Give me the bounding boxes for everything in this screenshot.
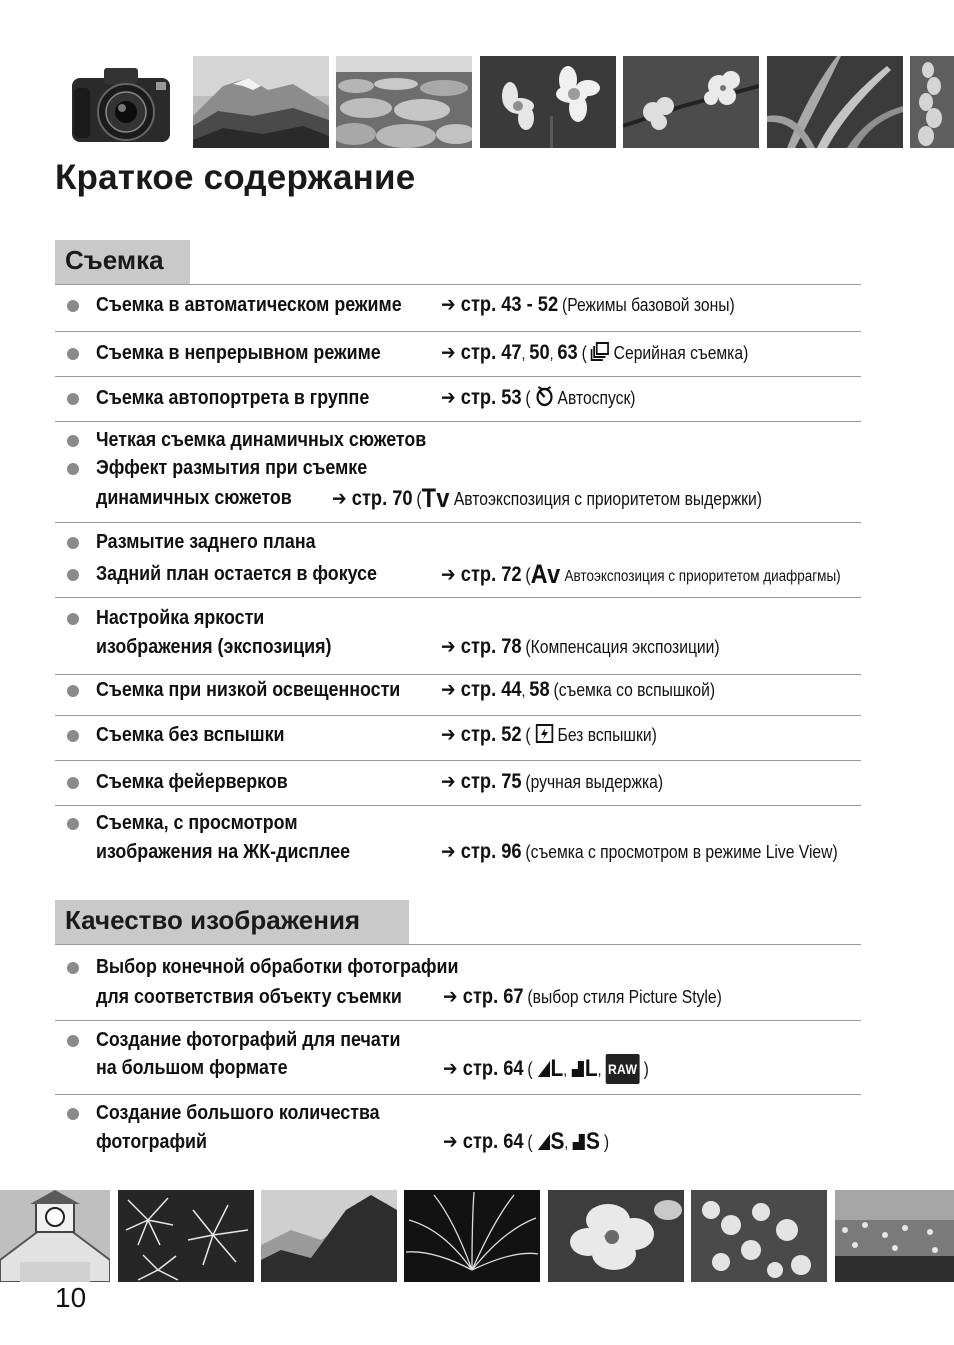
tv-mode-icon: Tv [421,483,450,513]
row-label: Настройка яркости [96,606,265,629]
bullet [67,962,79,974]
av-mode-icon: Av [530,559,561,589]
toc-row [55,806,861,876]
toc-row [55,761,861,806]
flower-photo [548,1190,684,1282]
camera-image [66,60,174,144]
page-reference[interactable]: ➔ стр. 78 (Компенсация экспозиции) [441,635,720,658]
row-label: Задний план остается в фокусе [96,562,377,585]
bullet [67,777,79,789]
page-reference[interactable]: ➔ стр. 75 (ручная выдержка) [441,770,664,793]
arrow-icon: ➔ [443,1131,458,1153]
bullet [67,300,79,312]
bullet [67,613,79,625]
row-label: на большом формате [96,1056,288,1079]
normal-quality-icon [572,1133,586,1151]
foxglove-photo [910,56,954,148]
clock-tower-photo [0,1190,110,1282]
bullet [67,685,79,697]
bullet [67,348,79,360]
fireworks-photo [404,1190,540,1282]
row-label: изображения (экспозиция) [96,635,332,658]
continuous-shooting-icon [591,342,610,362]
arrow-icon: ➔ [443,986,458,1008]
page-reference[interactable]: ➔ стр. 67 (выбор стиля Picture Style) [443,985,722,1008]
normal-quality-icon [571,1060,585,1078]
row-label: динамичных сюжетов [96,486,292,509]
toc-row [55,377,861,422]
arrow-icon: ➔ [441,294,456,316]
toc-row [55,285,861,332]
section-heading-image-quality: Качество изображения [55,900,409,944]
row-label: Создание фотографий для печати [96,1028,401,1051]
page-reference[interactable]: ➔ стр. 96 (съемка с просмотром в режиме Live View) [441,840,838,863]
toc-row [55,675,861,716]
arrow-icon: ➔ [441,564,456,586]
bullet [67,435,79,447]
arrow-icon: ➔ [441,841,456,863]
row-label: Выбор конечной обработки фотографии [96,955,459,978]
blossom-photo [623,56,759,148]
row-label: изображения на ЖК-дисплее [96,840,351,863]
page-reference[interactable]: ➔ стр. 64 ( L, L, RAW ) [443,1055,649,1082]
toc-row [55,523,861,598]
fine-quality-icon [537,1060,551,1078]
row-label: Съемка без вспышки [96,723,285,746]
mountain-range-photo [261,1190,397,1282]
row-label: для соответствия объекту съемки [96,985,402,1008]
page-reference[interactable]: ➔ стр. 44, 58 (съемка со вспышкой) [441,678,716,701]
toc-row [55,1095,861,1165]
row-label: Эффект размытия при съемке [96,456,368,479]
page-title: Краткое содержание [55,158,416,197]
bullet [67,1108,79,1120]
page-reference[interactable]: ➔ стр. 52 ( Без вспышки) [441,723,657,746]
bullet [67,393,79,405]
page-reference[interactable]: ➔ стр. 72 (Av Автоэкспозиция с приоритетом диафрагмы) [441,559,841,589]
page-reference[interactable]: ➔ стр. 64 ( S, S ) [443,1128,610,1155]
toc-row [55,716,861,761]
flash-off-icon [535,724,554,744]
row-label: Съемка, с просмотром [96,811,298,834]
row-label: Съемка автопортрета в группе [96,386,370,409]
arrow-icon: ➔ [443,1058,458,1080]
daffodil-photo [480,56,616,148]
ice-photo [336,56,472,148]
bullet [67,818,79,830]
toc-row [55,1021,861,1095]
row-label: Съемка в непрерывном режиме [96,341,381,364]
toc-row [55,332,861,377]
row-label: Четкая съемка динамичных сюжетов [96,428,427,451]
arrow-icon: ➔ [441,679,456,701]
row-label: Размытие заднего плана [96,530,316,553]
arrow-icon: ➔ [441,342,456,364]
bullet [67,730,79,742]
page-reference[interactable]: ➔ стр. 70 (Tv Автоэкспозиция с приоритетом выдержки) [332,483,762,513]
dandelion-photo [118,1190,254,1282]
bullet [67,1035,79,1047]
row-label: Съемка при низкой освещенности [96,678,401,701]
section-heading-shooting: Съемка [55,240,190,284]
row-label: Съемка в автоматическом режиме [96,293,402,316]
toc-row [55,422,861,523]
row-label: Съемка фейерверков [96,770,288,793]
bullet [67,569,79,581]
arrow-icon: ➔ [332,488,347,510]
arrow-icon: ➔ [441,724,456,746]
page-number: 10 [55,1282,87,1313]
raw-icon: RAW [605,1054,639,1084]
toc-row [55,945,861,1021]
meadow-photo [835,1190,954,1282]
arrow-icon: ➔ [441,387,456,409]
row-label: фотографий [96,1130,207,1153]
leaves-photo [767,56,903,148]
row-label: Создание большого количества [96,1101,380,1124]
fine-quality-icon [537,1133,551,1151]
arrow-icon: ➔ [441,636,456,658]
page-reference[interactable]: ➔ стр. 43 - 52 (Режимы базовой зоны) [441,293,735,316]
bullet [67,463,79,475]
arrow-icon: ➔ [441,771,456,793]
blossom-cluster-photo [691,1190,827,1282]
self-timer-icon [535,385,554,407]
page-reference[interactable]: ➔ стр. 47, 50, 63 ( Серийная съемка) [441,341,749,364]
bullet [67,537,79,549]
mountain-photo [193,56,329,148]
toc-row [55,598,861,675]
page-reference[interactable]: ➔ стр. 53 ( Автоспуск) [441,386,636,409]
